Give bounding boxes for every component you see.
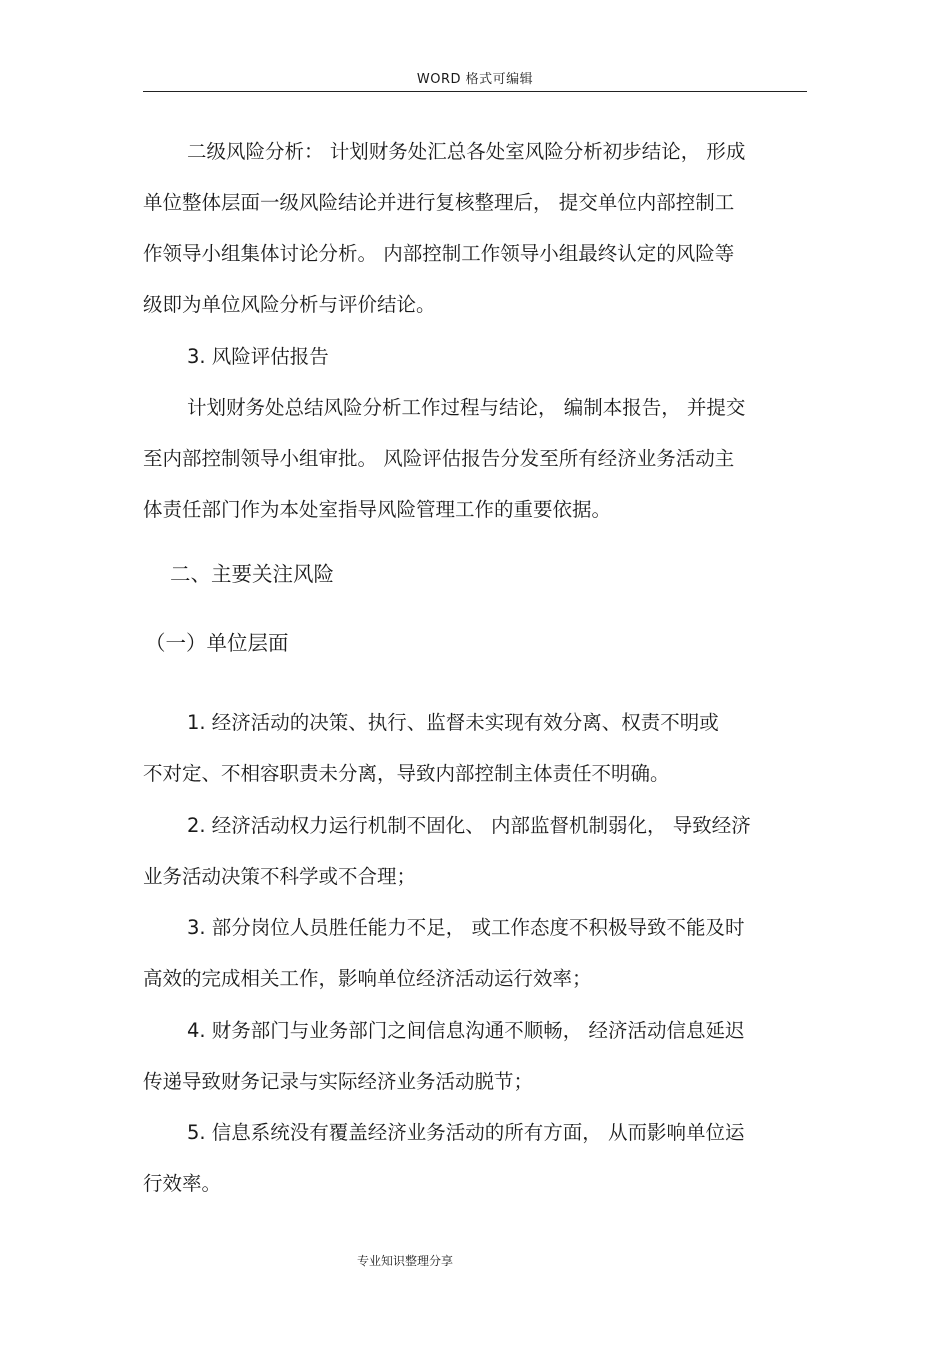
list-item: 1. 经济活动的决策、执行、监督未实现有效分离、权责不明或 [187, 711, 719, 734]
list-item-continuation: 高效的完成相关工作，影响单位经济活动运行效率； [143, 967, 592, 990]
page-footer: 专业知识整理分享 [356, 1254, 453, 1268]
header-divider [143, 91, 807, 92]
list-item: 4. 财务部门与业务部门之间信息沟通不顺畅， 经济活动信息延迟 [187, 1019, 745, 1042]
list-item: 2. 经济活动权力运行机制不固化、 内部监督机制弱化， 导致经济 [187, 814, 751, 837]
subsection-heading: （一）单位层面 [145, 631, 289, 655]
chapter-heading: 二、主要关注风险 [170, 562, 334, 586]
paragraph-line: 体责任部门作为本处室指导风险管理工作的重要依据。 [143, 498, 612, 521]
list-item-continuation: 业务活动决策不科学或不合理； [143, 865, 417, 888]
paragraph-line: 至内部控制领导小组审批。 风险评估报告分发至所有经济业务活动主 [143, 447, 735, 470]
page-header: WORD 格式可编辑 [416, 72, 534, 87]
list-item-continuation: 行效率。 [143, 1172, 222, 1195]
paragraph-line: 级即为单位风险分析与评价结论。 [143, 293, 436, 316]
paragraph-line: 作领导小组集体讨论分析。 内部控制工作领导小组最终认定的风险等 [143, 242, 735, 265]
paragraph-line: 单位整体层面一级风险结论并进行复核整理后， 提交单位内部控制工 [143, 191, 735, 214]
paragraph-line: 二级风险分析： 计划财务处汇总各处室风险分析初步结论， 形成 [187, 140, 746, 163]
list-item-continuation: 传递导致财务记录与实际经济业务活动脱节； [143, 1070, 534, 1093]
paragraph-line: 计划财务处总结风险分析工作过程与结论， 编制本报告， 并提交 [187, 396, 746, 419]
section-heading: 3. 风险评估报告 [187, 345, 329, 368]
list-item: 5. 信息系统没有覆盖经济业务活动的所有方面， 从而影响单位运 [187, 1121, 745, 1144]
list-item: 3. 部分岗位人员胜任能力不足， 或工作态度不积极导致不能及时 [187, 916, 745, 939]
list-item-continuation: 不对定、不相容职责未分离，导致内部控制主体责任不明确。 [143, 762, 670, 785]
